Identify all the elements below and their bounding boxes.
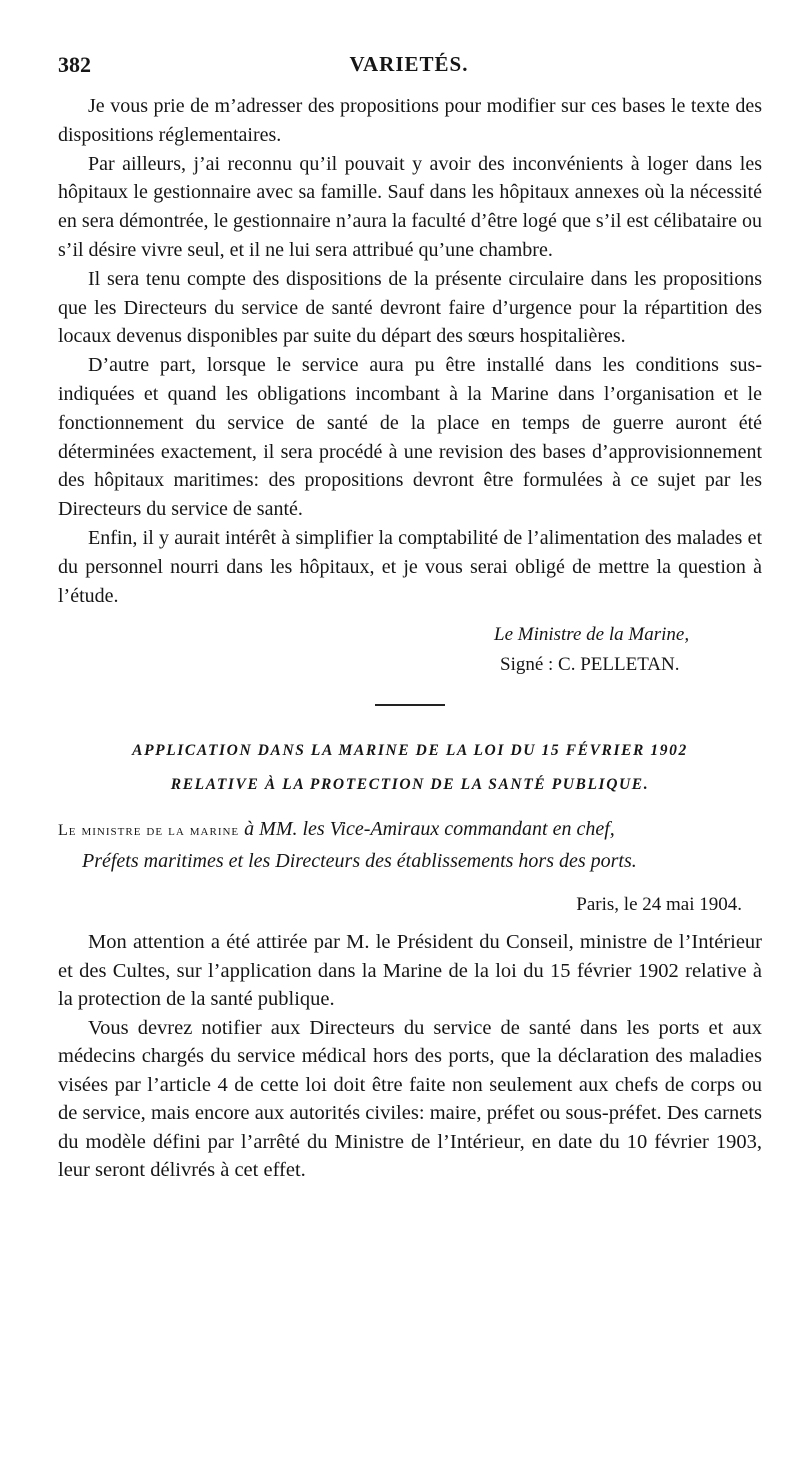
dateline: Paris, le 24 mai 1904. [576,894,742,916]
page-number: 382 [58,52,91,77]
paragraph: Il sera tenu compte des dispositions de la présente circulaire dans les propositions que les Directeurs du service de santé devront faire d’urgence pour la répartition des locaux devenus disponibles par suite du départ des sœurs hospitalières. [58,267,762,348]
signature-name: Signé : C. PELLETAN. [500,654,680,676]
section-title [58,734,762,802]
running-head: VARIETÉS. [349,52,469,76]
page-header [58,52,760,82]
address-recipients: à MM. les Vice-Amiraux commandant en chef, [239,818,615,841]
paragraph: Par ailleurs, j’ai reconnu qu’il pouvait y avoir des inconvénients à loger dans les hôpitaux le gestionnaire avec sa famille. Sauf dans les hôpitaux annexes où la nécessité en sera démontrée, le gestionnaire n’aura la faculté d’être logé que s’il est célibataire ou s’il désire vivre seul, et il ne lui sera attribué qu’une chambre. [58,152,762,261]
signature-title: Le Ministre de la Marine, [494,624,690,646]
section-title-line-2: RELATIVE À LA PROTECTION DE LA SANTÉ PUBLIQUE. [170,776,650,794]
address-recipients-continued: Préfets maritimes et les Directeurs des établissements hors des ports. [82,850,637,873]
paragraph: D’autre part, lorsque le service aura pu être installé dans les conditions sus-indiquées et quand les obligations incombant à la Marine dans l’organisation et le fonctionnement du service de santé de la place en temps de guerre auront été déterminées exactement, il sera procédé à une revision des bases d’approvisionnement des hôpitaux maritimes: des propositions devront être formulées à ce sujet par les Directeurs du service de santé. [58,354,762,521]
paragraph: Mon attention a été attirée par M. le Président du Conseil, ministre de l’Intérieur et des Cultes, sur l’application dans la Marine de la loi du 15 février 1902 relative à la protection de la santé publique. [58,931,762,1011]
section-title-line-1: APPLICATION DANS LA MARINE DE LA LOI DU 15 FÉVRIER 1902 [132,742,688,760]
section-divider [375,704,445,706]
signature-block [58,620,762,680]
address-lead: Le ministre de la marine [58,822,240,840]
address-line [58,814,762,876]
paragraph: Je vous prie de m’adresser des propositions pour modifier sur ces bases le texte des dispositions réglementaires. [58,95,762,146]
paragraph: Vous devrez notifier aux Directeurs du service de santé dans les ports et aux médecins chargés du service médical hors des ports, que la déclaration des maladies visées par l’article 4 de cette loi doit être faite non seulement aux chefs de corps ou de service, mais encore aux autorités civiles: maire, préfet ou sous-préfet. Des carnets du modèle défini par l’arrêté du Ministre de l’Intérieur, en date du 10 février 1903, leur seront délivrés à cet effet. [58,1016,762,1182]
paragraph: Enfin, il y aurait intérêt à simplifier la comptabilité de l’alimentation des malades et du personnel nourri dans les hôpitaux, et je vous serai obligé de mettre la question à l’étude. [58,526,762,607]
page-body [58,92,762,1185]
